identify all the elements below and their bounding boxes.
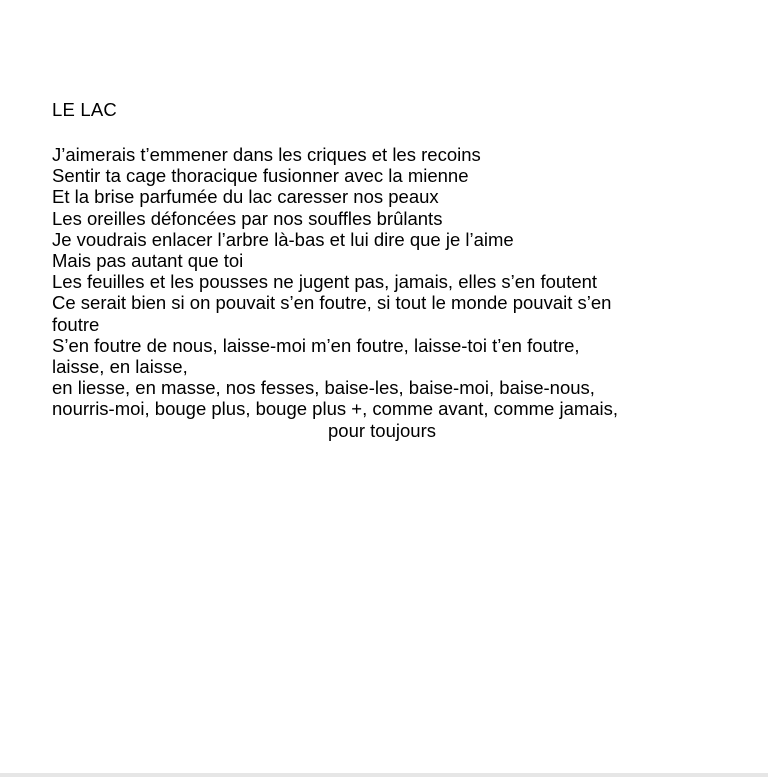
poem-line: Je voudrais enlacer l’arbre là-bas et lui dire que je l’aime [52,228,514,250]
poem-line: Sentir ta cage thoracique fusionner avec la mienne [52,165,469,187]
poem-line: S’en foutre de nous, laisse-moi m’en foutre, laisse-toi t’en foutre, [52,334,580,356]
poem-line: nourris-moi, bouge plus, bouge plus +, comme avant, comme jamais, [52,398,619,420]
poem-line: J’aimerais t’emmener dans les criques et les recoins [52,144,481,165]
poem-line: foutre [52,313,100,335]
poem-line: en liesse, en masse, nos fesses, baise-les, baise-moi, baise-nous, [52,377,595,399]
poem-line: Mais pas autant que toi [52,250,244,272]
poem-line: laisse, en laisse, [52,356,188,378]
poem-title: LE LAC [52,99,117,120]
poem-line-final: pour toujours [328,419,436,441]
poem-body [52,144,720,441]
bottom-divider [0,773,768,777]
poem-line: Les oreilles défoncées par nos souffles brûlants [52,207,443,229]
poem-line: Et la brise parfumée du lac caresser nos peaux [52,186,439,208]
poem-line: Ce serait bien si on pouvait s’en foutre, si tout le monde pouvait s’en [52,292,612,314]
poem-line: Les feuilles et les pousses ne jugent pas, jamais, elles s’en foutent [52,271,598,293]
